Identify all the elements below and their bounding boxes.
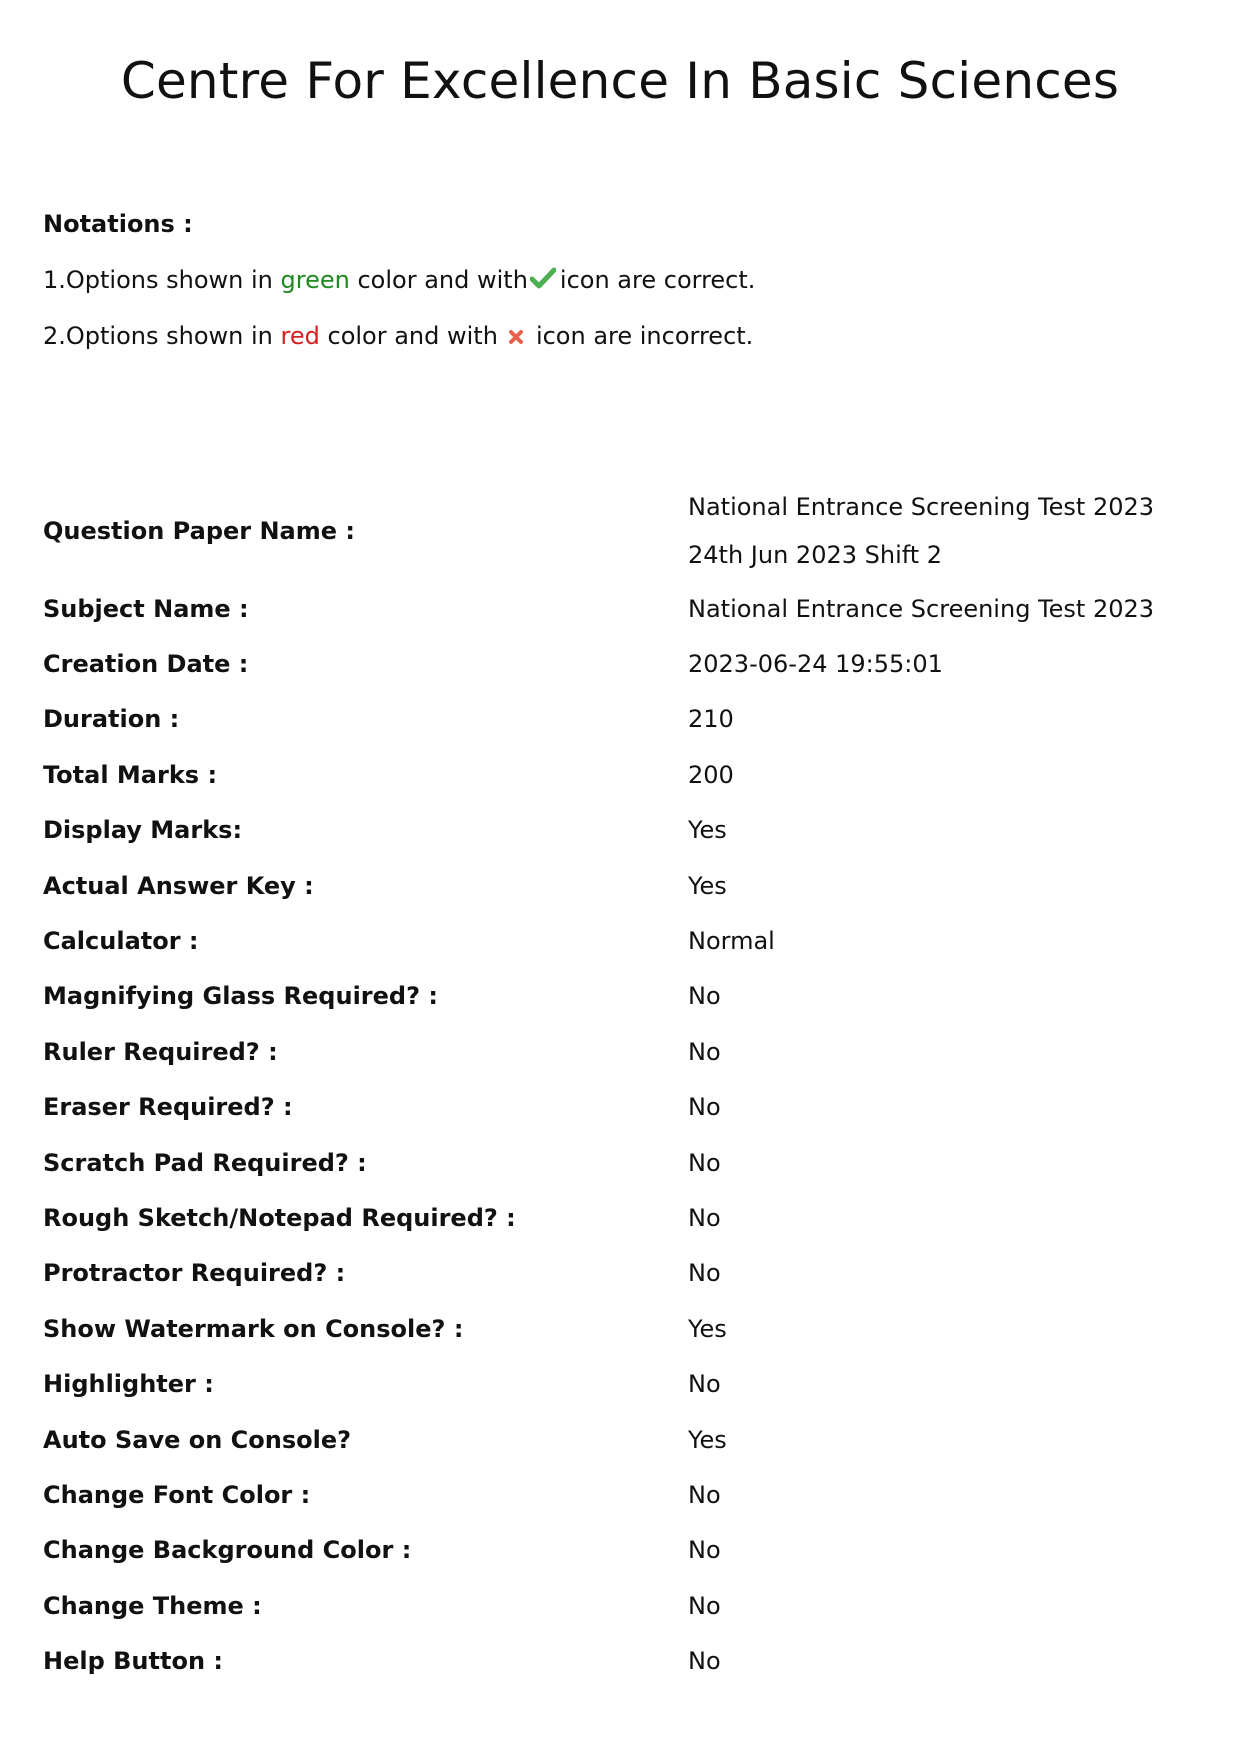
notation-correct-suffix: icon are correct. — [559, 266, 756, 294]
detail-value: No — [688, 1203, 721, 1232]
green-color-word: green — [280, 266, 350, 294]
detail-row-question-paper-name — [43, 481, 1213, 581]
detail-row-protractor — [43, 1246, 1213, 1301]
detail-value: National Entrance Screening Test 2023 — [688, 594, 1155, 623]
detail-row-show-watermark — [43, 1301, 1213, 1356]
notation-incorrect-middle: color and with — [327, 322, 498, 350]
cross-icon — [508, 317, 524, 357]
detail-row-scratch-pad — [43, 1135, 1213, 1190]
detail-label: Scratch Pad Required? : — [43, 1148, 367, 1177]
detail-label: Help Button : — [43, 1647, 223, 1676]
detail-label: Creation Date : — [43, 650, 249, 679]
detail-label: Show Watermark on Console? : — [43, 1314, 464, 1343]
detail-value: Yes — [688, 871, 727, 900]
detail-label: Total Marks : — [43, 760, 218, 789]
detail-row-magnifying-glass — [43, 969, 1213, 1024]
detail-label: Display Marks: — [43, 816, 243, 845]
detail-label: Calculator : — [43, 927, 199, 956]
detail-row-display-marks — [43, 803, 1213, 858]
detail-label: Actual Answer Key : — [43, 871, 314, 900]
detail-value: Normal — [688, 927, 775, 956]
detail-label: Rough Sketch/Notepad Required? : — [43, 1203, 516, 1232]
notation-incorrect-prefix: 2.Options shown in — [43, 322, 273, 350]
detail-value: No — [688, 1591, 721, 1620]
detail-label: Ruler Required? : — [43, 1037, 278, 1066]
detail-row-ruler — [43, 1024, 1213, 1079]
detail-label: Change Font Color : — [43, 1480, 311, 1509]
detail-row-total-marks — [43, 747, 1213, 802]
detail-row-calculator — [43, 913, 1213, 968]
notation-incorrect-suffix: icon are incorrect. — [535, 322, 754, 350]
paper-details-table — [43, 481, 1213, 1689]
detail-label: Magnifying Glass Required? : — [43, 982, 438, 1011]
detail-row-highlighter — [43, 1356, 1213, 1411]
detail-row-eraser — [43, 1080, 1213, 1135]
detail-value: No — [688, 1536, 721, 1565]
detail-row-change-font-color — [43, 1467, 1213, 1522]
detail-value: 210 — [688, 705, 734, 734]
detail-value: Yes — [688, 816, 727, 845]
detail-value: 2023-06-24 19:55:01 — [688, 650, 943, 679]
detail-row-duration — [43, 692, 1213, 747]
detail-row-creation-date — [43, 636, 1213, 691]
notation-incorrect-line — [43, 316, 755, 356]
detail-value: National Entrance Screening Test 2023 24th Jun 2023 Shift 2 — [688, 493, 1155, 569]
detail-row-change-theme — [43, 1578, 1213, 1633]
detail-row-change-background-color — [43, 1523, 1213, 1578]
detail-value: No — [688, 1037, 721, 1066]
detail-label: Auto Save on Console? — [43, 1425, 352, 1454]
detail-value: No — [688, 1370, 721, 1399]
notation-correct-line — [43, 260, 755, 300]
detail-label: Eraser Required? : — [43, 1093, 293, 1122]
detail-value: No — [688, 1480, 721, 1509]
notation-correct-middle: color and with — [357, 266, 528, 294]
notations-section — [43, 204, 755, 356]
notations-heading: Notations : — [43, 210, 193, 238]
detail-value: No — [688, 982, 721, 1011]
detail-row-actual-answer-key — [43, 858, 1213, 913]
notation-correct-prefix: 1.Options shown in — [43, 266, 273, 294]
detail-value: Yes — [688, 1425, 727, 1454]
detail-label: Subject Name : — [43, 594, 249, 623]
detail-value: Yes — [688, 1314, 727, 1343]
page-title: Centre For Excellence In Basic Sciences — [120, 52, 1120, 110]
detail-value: No — [688, 1093, 721, 1122]
detail-label: Protractor Required? : — [43, 1259, 346, 1288]
detail-value: No — [688, 1647, 721, 1676]
red-color-word: red — [280, 322, 320, 350]
detail-value: No — [688, 1148, 721, 1177]
detail-value: No — [688, 1259, 721, 1288]
detail-row-auto-save — [43, 1412, 1213, 1467]
detail-row-help-button — [43, 1633, 1213, 1688]
detail-value: 200 — [688, 760, 734, 789]
check-icon — [530, 261, 556, 301]
detail-label: Highlighter : — [43, 1370, 214, 1399]
detail-label: Duration : — [43, 705, 180, 734]
detail-label: Change Background Color : — [43, 1536, 412, 1565]
detail-row-rough-sketch — [43, 1190, 1213, 1245]
detail-row-subject-name — [43, 581, 1213, 636]
detail-label: Change Theme : — [43, 1591, 262, 1620]
detail-label: Question Paper Name : — [43, 517, 355, 545]
